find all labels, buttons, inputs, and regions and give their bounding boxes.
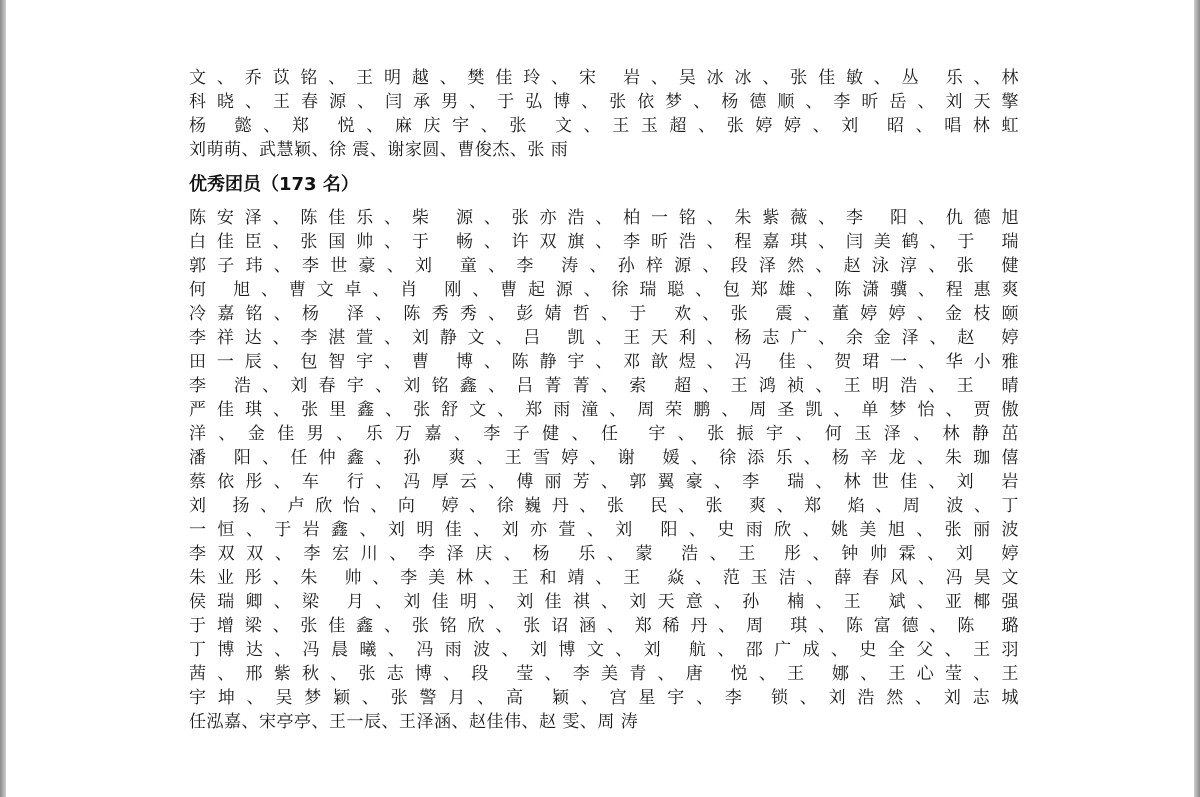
- text-line: 科晓、王春源、闫承男、于弘博、张依梦、杨德顺、李昕岳、刘天擎: [189, 92, 1019, 112]
- text-line: 茜、邢紫秋、张志博、段 莹、李美青、唐 悦、王 娜、王心莹、王: [189, 664, 1019, 684]
- name-list-top: [189, 66, 1019, 162]
- text-line: 宇坤、吴梦颖、张警月、高 颖、宫星宇、李 锁、刘浩然、刘志城: [189, 688, 1019, 708]
- text-line: 朱业彤、朱 帅、李美林、王和靖、王 焱、范玉洁、薛春风、冯昊文: [189, 568, 1019, 588]
- text-line: 任泓嘉、宋亭亭、王一辰、王泽涵、赵佳伟、赵 雯、周 涛: [189, 712, 639, 732]
- text-line: 白佳臣、张国帅、于 畅、许双旗、李昕浩、程嘉琪、闫美鹤、于 瑞: [189, 232, 1019, 252]
- text-line: 洋、金佳男、乐万嘉、李子健、任 宇、张振宇、何玉泽、林静茁: [189, 424, 1019, 444]
- text-line: 杨 懿、郑 悦、麻庆宇、张 文、王玉超、张婷婷、刘 昭、唱林虹: [189, 116, 1019, 136]
- text-line: 刘萌萌、武慧颖、徐 震、谢家圆、曹俊杰、张 雨: [189, 140, 569, 160]
- viewer-left-border: [0, 0, 6, 797]
- section-heading: 优秀团员（173 名）: [189, 174, 359, 195]
- text-line: 冷嘉铭、杨 泽、陈秀秀、彭婧哲、于 欢、张 震、董婷婷、金枝颐: [189, 304, 1019, 324]
- text-line: 李双双、李宏川、李泽庆、杨 乐、蒙 浩、王 彤、钟帅霖、刘 婷: [189, 544, 1019, 564]
- viewer-right-border: [1194, 0, 1200, 797]
- text-line: 何 旭、曹文卓、肖 刚、曹起源、徐瑞聪、包郑雄、陈潇骥、程惠爽: [189, 280, 1019, 300]
- text-line: 李祥达、李湛萱、刘静文、吕 凯、王天利、杨志广、余金泽、赵 婷: [189, 328, 1019, 348]
- text-line: 蔡依彤、车 行、冯厚云、傅丽芳、郭翼豪、李 瑞、林世佳、刘 岩: [189, 472, 1019, 492]
- text-line: 郭子玮、李世豪、刘 童、李 涛、孙梓源、段泽然、赵泳淳、张 健: [189, 256, 1019, 276]
- text-line: 潘 阳、任仲鑫、孙 爽、王雪婷、谢 媛、徐添乐、杨辛龙、朱珈僖: [189, 448, 1019, 468]
- text-line: 陈安泽、陈佳乐、柴 源、张亦浩、柏一铭、朱紫薇、李 阳、仇德旭: [189, 208, 1019, 228]
- text-line: 丁博达、冯晨曦、冯雨波、刘博文、刘 航、邵广成、史全父、王羽: [189, 640, 1019, 660]
- document-page: [189, 66, 1019, 734]
- text-line: 刘 扬、卢欣怡、向 婷、徐巍丹、张 民、张 爽、郑 焰、周 波、丁: [189, 496, 1019, 516]
- text-line: 田一辰、包智宇、曹 博、陈静宇、邓歆煜、冯 佳、贺珺一、华小雅: [189, 352, 1019, 372]
- name-list-outstanding-members: [189, 206, 1019, 734]
- text-line: 文、乔苡铭、王明越、樊佳玲、宋 岩、吴冰冰、张佳敏、丛 乐、林: [189, 68, 1019, 88]
- text-line: 严佳琪、张里鑫、张舒文、郑雨潼、周荣鹏、周圣凯、单梦怡、贾傲: [189, 400, 1019, 420]
- text-line: 一恒、于岩鑫、刘明佳、刘亦萱、刘 阳、史雨欣、姚美旭、张丽波: [189, 520, 1019, 540]
- text-line: 李 浩、刘春宇、刘铭鑫、吕菁菁、索 超、王鸿祯、王明浩、王 晴: [189, 376, 1019, 396]
- text-line: 于增梁、张佳鑫、张铭欣、张诏涵、郑稀丹、周 琪、陈富德、陈 璐: [189, 616, 1019, 636]
- text-line: 侯瑞卿、梁 月、刘佳明、刘佳祺、刘天意、孙 楠、王 斌、亚椰强: [189, 592, 1019, 612]
